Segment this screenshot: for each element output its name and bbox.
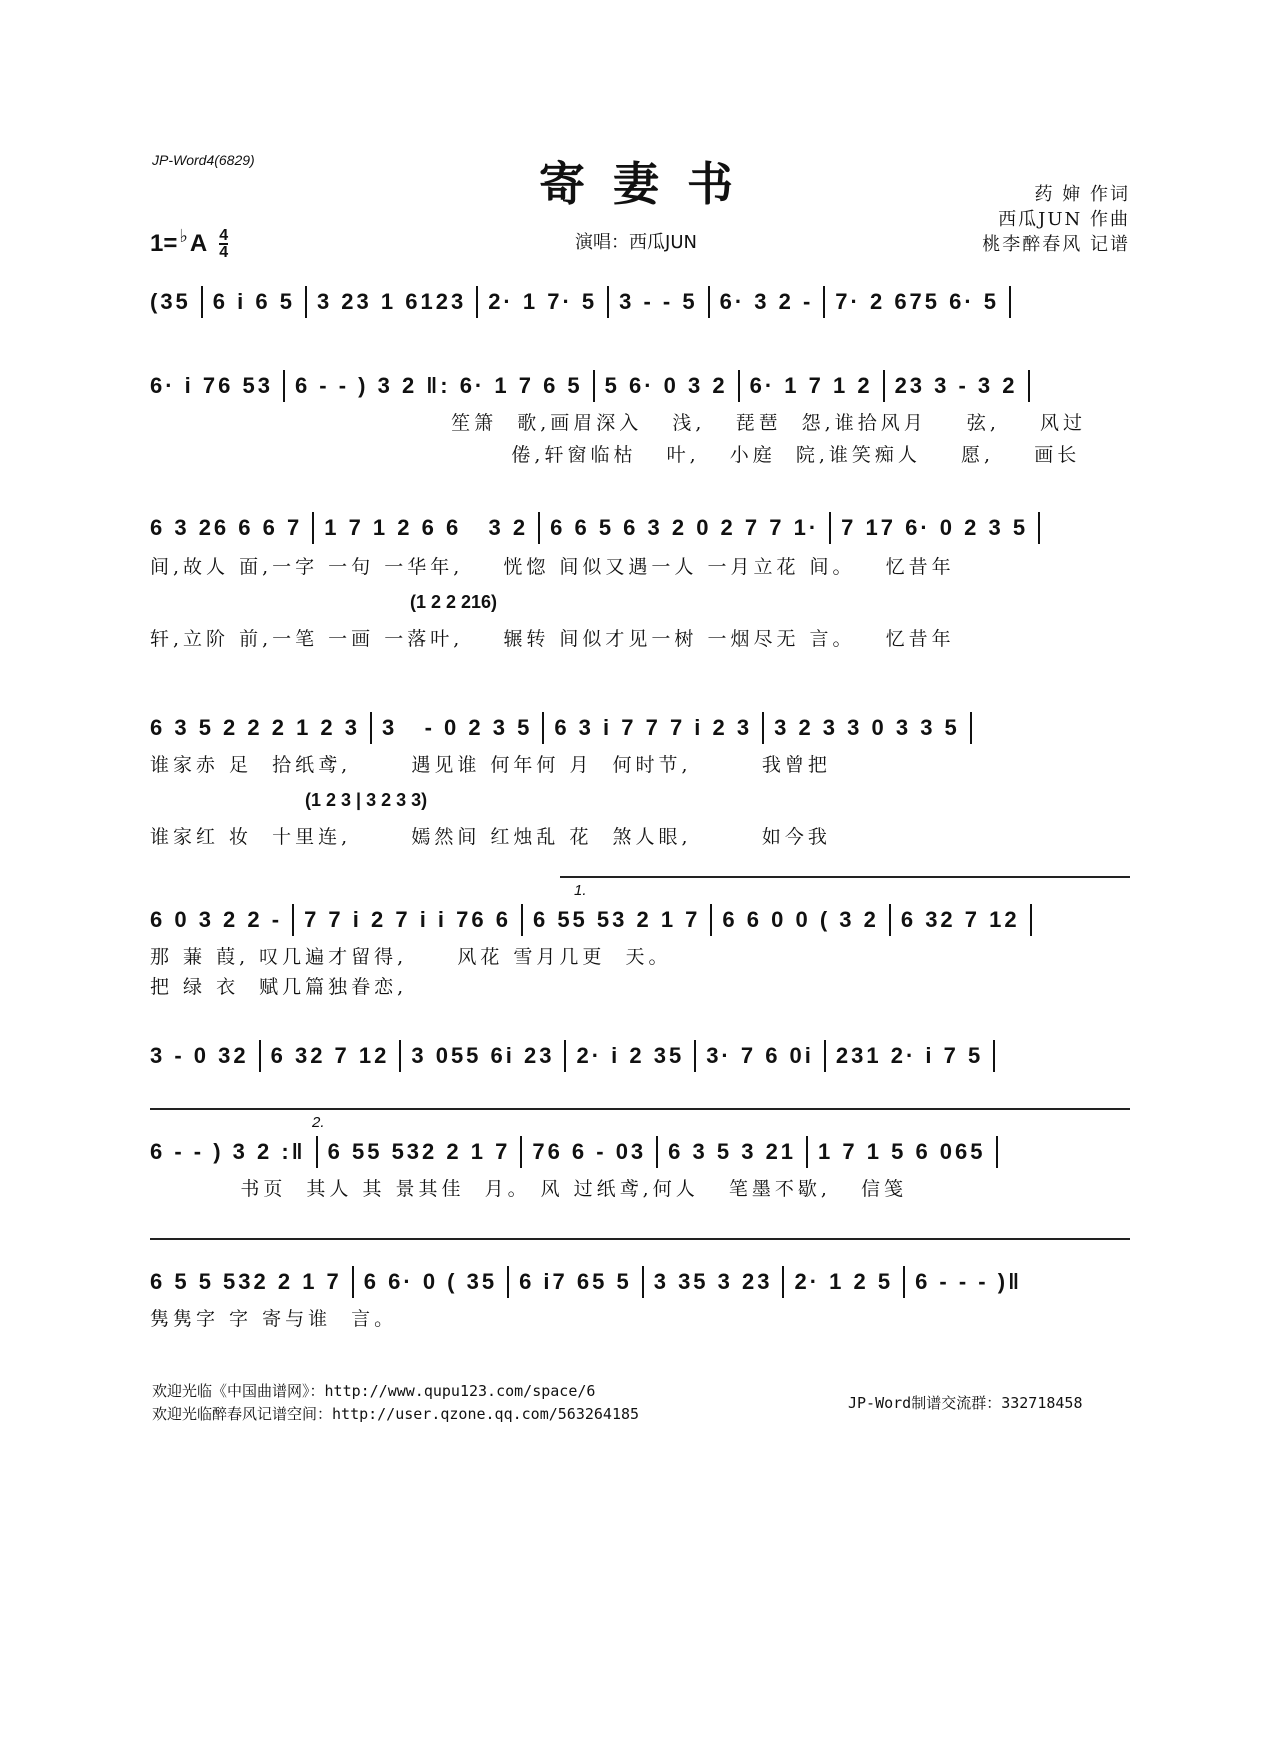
measure: 1 7 1 2 6 6 3 2	[324, 515, 529, 540]
barline	[708, 286, 710, 318]
phrase-bracket	[150, 1238, 1130, 1240]
barline	[312, 512, 314, 544]
key-label: 1=	[150, 230, 178, 257]
measure: 3 23 1 6123	[316, 289, 467, 314]
measure: 6· i 76 53	[150, 373, 273, 398]
measure: (35	[150, 289, 191, 314]
measure: 6 3 i 7 7 7 i 2 3	[554, 715, 753, 740]
score-line-1	[150, 286, 1130, 318]
measure: 3 - - 5	[619, 289, 698, 314]
barline	[1030, 904, 1032, 936]
barline	[996, 1136, 998, 1168]
barline	[370, 712, 372, 744]
key-signature	[150, 225, 229, 261]
measure: 5 6· 0 3 2	[604, 373, 728, 398]
barline	[993, 1040, 995, 1072]
barline	[738, 370, 740, 402]
measure: 76 6 - 03	[532, 1139, 647, 1164]
measure: 6 55 53 2 1 7	[532, 907, 701, 932]
measure: 2· i 2 35	[576, 1043, 685, 1068]
lyric-verse-2: 轩,立阶 前,一笔 一画 一落叶, 辗转 间似才见一树 一烟尽无 言。 忆昔年	[150, 628, 955, 650]
score-line-8	[150, 1266, 1130, 1298]
volta-bracket-2	[150, 1108, 1130, 1110]
lyric-verse-2: 倦,轩窗临枯 叶, 小庭 院,谁笑痴人 愿, 画长	[150, 444, 1081, 466]
barline	[903, 1266, 905, 1298]
lyric-verse-1: 书页 其人 其 景其佳 月。 风 过纸鸢,何人 笔墨不歇, 信笺	[150, 1178, 907, 1200]
lyric-verse-1: 隽隽字 字 寄与谁 言。	[150, 1308, 398, 1330]
measure: 6 - - ) 3 2 ‖: 6· 1 7 6 5	[294, 373, 583, 398]
barline	[283, 370, 285, 402]
measure: 6 6 5 6 3 2 0 2 7 7 1·	[550, 515, 820, 540]
measure: 3 2 3 3 0 3 3 5	[774, 715, 960, 740]
barline	[782, 1266, 784, 1298]
score-line-4	[150, 712, 1130, 744]
barline	[970, 712, 972, 744]
measure: 6 3 26 6 6 7	[150, 515, 303, 540]
score-line-7	[150, 1136, 1130, 1168]
measure: 2· 1 2 5	[794, 1269, 894, 1294]
barline	[1028, 370, 1030, 402]
volta-label-1: 1.	[574, 882, 587, 899]
barline	[201, 286, 203, 318]
barline	[352, 1266, 354, 1298]
barline	[1009, 286, 1011, 318]
measure: 6 - - - )‖	[915, 1269, 1023, 1294]
measure: 6 - - ) 3 2 :‖	[150, 1139, 306, 1164]
measure: 6 3 5 2 2 2 1 2 3	[150, 715, 361, 740]
lyric-verse-2: 谁家红 妆 十里连, 嫣然间 红烛乱 花 煞人眼, 如今我	[150, 826, 831, 848]
time-signature	[219, 228, 228, 260]
barline	[399, 1040, 401, 1072]
footer-links	[152, 1380, 639, 1426]
measure: 3 35 3 23	[653, 1269, 773, 1294]
footer-link-qzone[interactable]: 欢迎光临醉春风记谱空间：http://user.qzone.qq.com/563264185	[152, 1405, 640, 1423]
barline	[520, 1136, 522, 1168]
measure: 6 32 7 12	[270, 1043, 390, 1068]
barline	[823, 286, 825, 318]
barline	[710, 904, 712, 936]
ornament-phrase: (1 2 2 216)	[410, 592, 498, 612]
volta-label-2: 2.	[312, 1114, 325, 1131]
barline	[889, 904, 891, 936]
measure: 6 i 6 5	[212, 289, 295, 314]
score-line-5	[150, 904, 1130, 936]
lyric-verse-1: 谁家赤 足 拾纸鸢, 遇见谁 何年何 月 何时节, 我曾把	[150, 754, 831, 776]
barline	[538, 512, 540, 544]
barline	[305, 286, 307, 318]
measure: 6· 1 7 1 2	[749, 373, 873, 398]
barline	[642, 1266, 644, 1298]
transcriber-credit: 桃李醉春风 记谱	[982, 234, 1130, 255]
measure: 6 3 5 3 21	[668, 1139, 797, 1164]
measure: 7 7 i 2 7 i i 76 6	[304, 907, 511, 932]
singer-credit: 演唱：西瓜JUN	[575, 232, 697, 253]
measure: 23 3 - 3 2	[894, 373, 1018, 398]
measure: 6 i7 65 5	[519, 1269, 632, 1294]
barline	[806, 1136, 808, 1168]
measure: 6 6 0 0 ( 3 2	[722, 907, 879, 932]
measure: 3 - 0 2 3 5	[382, 715, 533, 740]
score-line-6	[150, 1040, 1130, 1072]
measure: 6 55 532 2 1 7	[327, 1139, 511, 1164]
barline	[607, 286, 609, 318]
time-top: 4	[219, 227, 229, 244]
measure: 3 055 6i 23	[411, 1043, 555, 1068]
time-bottom: 4	[219, 244, 229, 261]
measure: 6 0 3 2 2 -	[150, 907, 283, 932]
barline	[762, 712, 764, 744]
measure: 6 6· 0 ( 35	[363, 1269, 498, 1294]
composer-credit: 西瓜JUN 作曲	[998, 209, 1130, 230]
barline	[593, 370, 595, 402]
score-line-2	[150, 370, 1130, 402]
barline	[564, 1040, 566, 1072]
lyric-verse-1: 笙箫 歌,画眉深入 浅, 琵琶 怨,谁拾风月 弦, 风过	[150, 412, 1087, 434]
flat-icon: ♭	[179, 225, 188, 246]
measure: 1 7 1 5 6 065	[818, 1139, 986, 1164]
barline	[507, 1266, 509, 1298]
footer-group: JP-Word制谱交流群：332718458	[848, 1394, 1083, 1412]
barline	[259, 1040, 261, 1072]
barline	[542, 712, 544, 744]
volta-bracket-1	[560, 876, 1130, 878]
lyric-verse-1: 那 蒹 葭, 叹几遍才留得, 风花 雪月几更 天。	[150, 946, 672, 968]
lyricist-credit: 药 婶 作词	[1034, 184, 1130, 205]
measure: 6· 3 2 -	[719, 289, 814, 314]
measure: 6 5 5 532 2 1 7	[150, 1269, 342, 1294]
software-label: JP-Word4(6829)	[152, 152, 255, 168]
measure: 231 2· i 7 5	[835, 1043, 984, 1068]
measure: 6 32 7 12	[900, 907, 1020, 932]
song-title: 寄妻书	[539, 157, 761, 211]
measure: 7· 2 675 6· 5	[835, 289, 1000, 314]
barline	[883, 370, 885, 402]
barline	[824, 1040, 826, 1072]
barline	[656, 1136, 658, 1168]
measure: 7 17 6· 0 2 3 5	[841, 515, 1029, 540]
barline	[476, 286, 478, 318]
barline	[292, 904, 294, 936]
ornament-phrase: (1 2 3 | 3 2 3 3)	[305, 790, 428, 810]
score-line-3	[150, 512, 1130, 544]
barline	[316, 1136, 318, 1168]
barline	[1038, 512, 1040, 544]
barline	[521, 904, 523, 936]
lyric-verse-1: 间,故人 面,一字 一句 一华年, 恍惚 间似又遇一人 一月立花 间。 忆昔年	[150, 556, 955, 578]
credits-block	[955, 182, 1130, 257]
measure: 3 - 0 32	[150, 1043, 249, 1068]
barline	[829, 512, 831, 544]
lyric-verse-2: 把 绿 衣 赋几篇独眷恋,	[150, 976, 408, 998]
key-note: A	[189, 230, 208, 257]
footer-link-qupu[interactable]: 欢迎光临《中国曲谱网》：http://www.qupu123.com/space/6	[152, 1382, 596, 1400]
measure: 2· 1 7· 5	[488, 289, 598, 314]
measure: 3· 7 6 0i	[706, 1043, 814, 1068]
barline	[694, 1040, 696, 1072]
